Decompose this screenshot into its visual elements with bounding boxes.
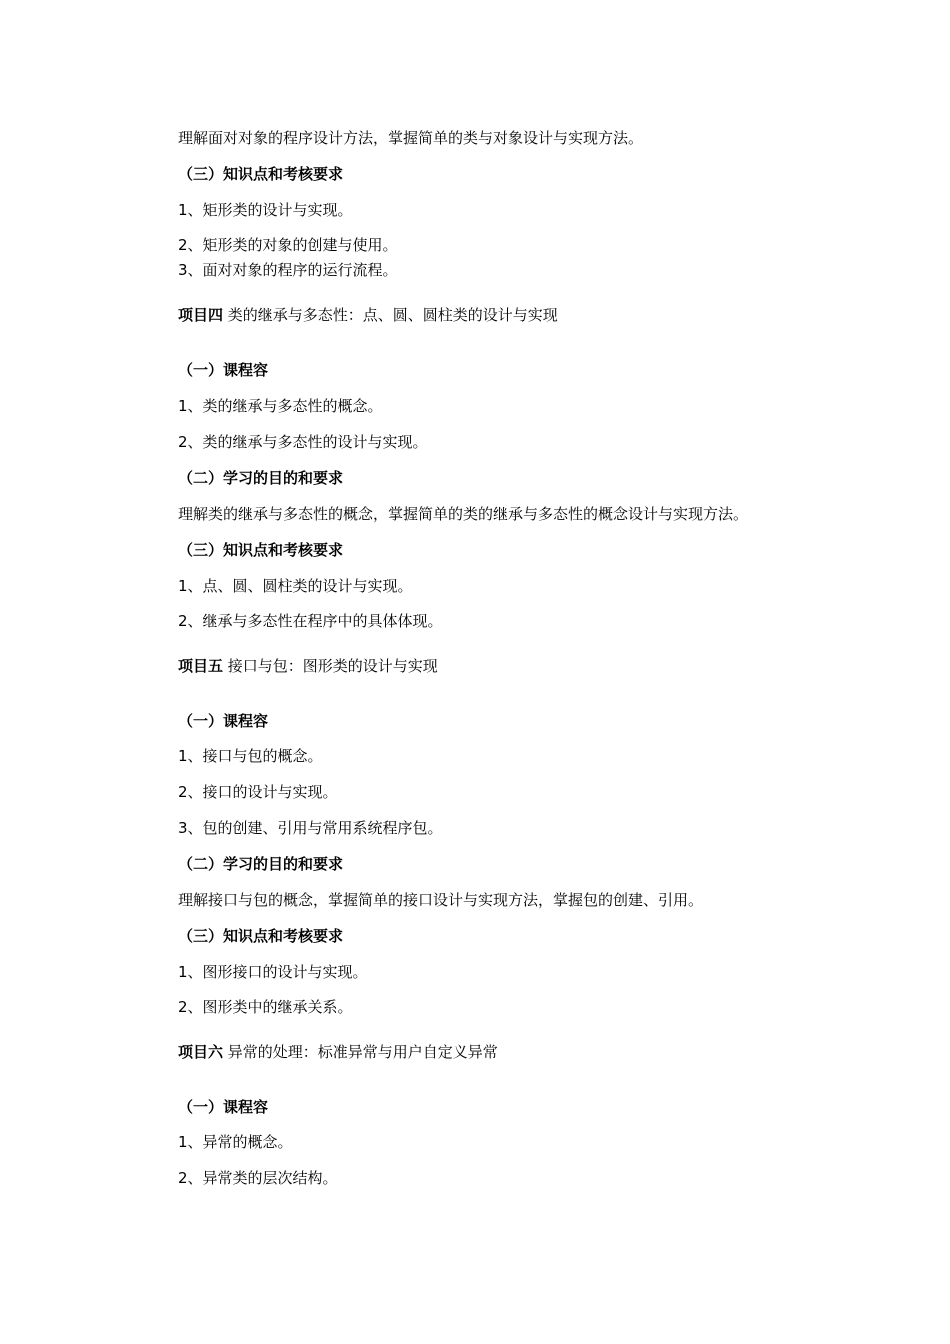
list-item: 1、类的继承与多态性的概念。 <box>178 397 383 415</box>
project-heading <box>178 305 558 325</box>
project-title: 异常的处理：标准异常与用户自定义异常 <box>223 1043 498 1061</box>
section-heading: （三）知识点和考核要求 <box>178 927 344 945</box>
list-item: 2、图形类中的继承关系。 <box>178 998 353 1016</box>
list-item: 3、包的创建、引用与常用系统程序包。 <box>178 819 443 837</box>
list-item: 1、异常的概念。 <box>178 1133 293 1151</box>
project-title: 接口与包：图形类的设计与实现 <box>223 657 438 675</box>
section-heading: （三）知识点和考核要求 <box>178 541 344 559</box>
project-heading <box>178 1042 498 1062</box>
list-item: 1、图形接口的设计与实现。 <box>178 963 368 981</box>
section-heading: （二）学习的目的和要求 <box>178 855 344 873</box>
section-heading: （一）课程容 <box>178 712 269 730</box>
list-item: 2、类的继承与多态性的设计与实现。 <box>178 433 428 451</box>
project-heading <box>178 656 438 676</box>
paragraph: 理解接口与包的概念，掌握简单的接口设计与实现方法，掌握包的创建、引用。 <box>178 891 704 909</box>
project-label: 项目六 <box>178 1043 224 1061</box>
section-heading: （三）知识点和考核要求 <box>178 165 344 183</box>
list-item: 2、异常类的层次结构。 <box>178 1169 338 1187</box>
project-label: 项目四 <box>178 306 224 324</box>
section-heading: （二）学习的目的和要求 <box>178 469 344 487</box>
section-heading: （一）课程容 <box>178 1098 269 1116</box>
paragraph: 理解类的继承与多态性的概念，掌握简单的类的继承与多态性的概念设计与实现方法。 <box>178 505 749 523</box>
list-item: 1、点、圆、圆柱类的设计与实现。 <box>178 577 413 595</box>
list-item: 1、矩形类的设计与实现。 <box>178 201 353 219</box>
list-item: 1、接口与包的概念。 <box>178 747 323 765</box>
list-item: 2、继承与多态性在程序中的具体体现。 <box>178 612 443 630</box>
list-item: 2、矩形类的对象的创建与使用。 <box>178 236 398 254</box>
list-item: 2、接口的设计与实现。 <box>178 783 338 801</box>
paragraph: 理解面对对象的程序设计方法，掌握简单的类与对象设计与实现方法。 <box>178 129 644 147</box>
project-label: 项目五 <box>178 657 224 675</box>
project-title: 类的继承与多态性：点、圆、圆柱类的设计与实现 <box>223 306 558 324</box>
list-item: 3、面对对象的程序的运行流程。 <box>178 261 398 279</box>
section-heading: （一）课程容 <box>178 361 269 379</box>
